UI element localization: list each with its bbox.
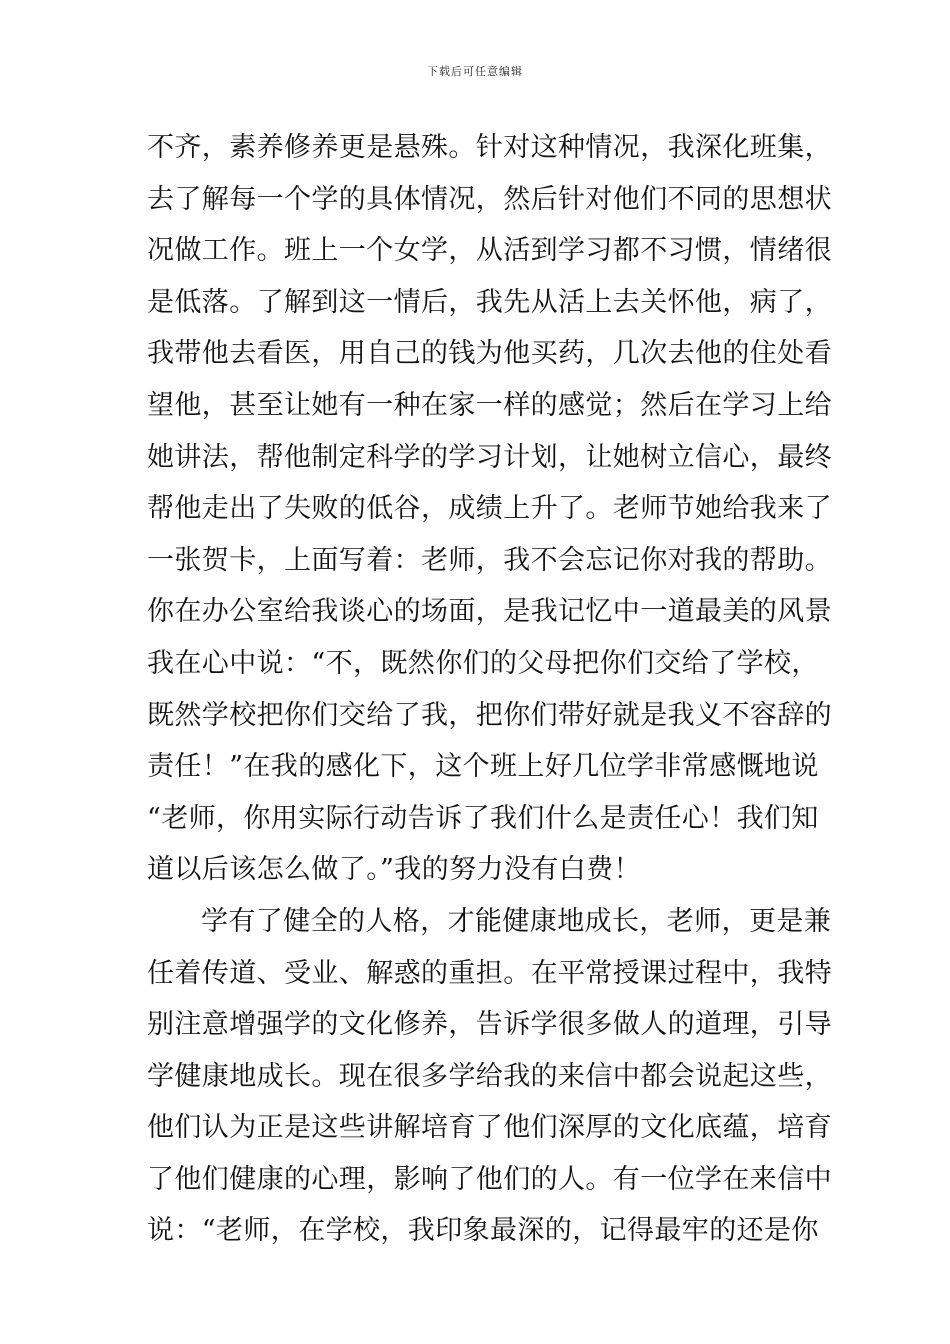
text-line: 况做工作。班上一个女学，从活到学习都不习惯，情绪很 <box>147 235 832 267</box>
text-line: 道以后该怎么做了。”我的努力没有白费！ <box>147 854 641 886</box>
text-line: 责任！”在我的感化下，这个班上好几位学非常感慨地说 <box>147 751 819 783</box>
text-line: 任着传道、受业、解惑的重担。在平常授课过程中，我特 <box>147 957 832 989</box>
text-line: 他们认为正是这些讲解培育了他们深厚的文化底蕴，培育 <box>147 1112 832 1144</box>
text-line: 别注意增强学的文化修养，告诉学很多做人的道理，引导 <box>147 1009 832 1041</box>
text-line: 一张贺卡，上面写着：老师，我不会忘记你对我的帮助。 <box>147 544 832 576</box>
text-line: 是低落。了解到这一情后，我先从活上去关怀他，病了， <box>147 286 832 318</box>
text-line: 望他，甚至让她有一种在家一样的感觉；然后在学习上给 <box>147 389 832 421</box>
text-line: 我带他去看医，用自己的钱为他买药，几次去他的住处看 <box>147 338 832 370</box>
text-line: 帮他走出了失败的低谷，成绩上升了。老师节她给我来了 <box>147 493 832 525</box>
text-line: 我在心中说：“不，既然你们的父母把你们交给了学校， <box>147 647 819 679</box>
body-text <box>147 125 832 1260</box>
text-line: 不齐，素养修养更是悬殊。针对这种情况，我深化班集， <box>147 132 832 163</box>
text-line: “老师，你用实际行动告诉了我们什么是责任心！我们知 <box>147 802 819 834</box>
text-line: 你在办公室给我谈心的场面，是我记忆中一道最美的风景 <box>147 596 832 628</box>
text-line: 学有了健全的人格，才能健康地成长，老师，更是兼 <box>201 905 832 937</box>
text-line: 了他们健康的心理，影响了他们的人。有一位学在来信中 <box>147 1163 832 1195</box>
paragraph-1 <box>147 125 832 899</box>
text-line: 去了解每一个学的具体情况，然后针对他们不同的思想状 <box>147 183 832 215</box>
text-line: 说：“老师，在学校，我印象最深的，记得最牢的还是你 <box>147 1215 819 1247</box>
text-line: 既然学校把你们交给了我，把你们带好就是我义不容辞的 <box>147 699 832 731</box>
text-line: 学健康地成长。现在很多学给我的来信中都会说起这些， <box>147 1060 832 1092</box>
page-header: 下载后可任意编辑 <box>427 65 523 78</box>
paragraph-2 <box>147 899 832 1260</box>
text-line: 她讲法，帮他制定科学的学习计划，让她树立信心，最终 <box>147 441 832 473</box>
